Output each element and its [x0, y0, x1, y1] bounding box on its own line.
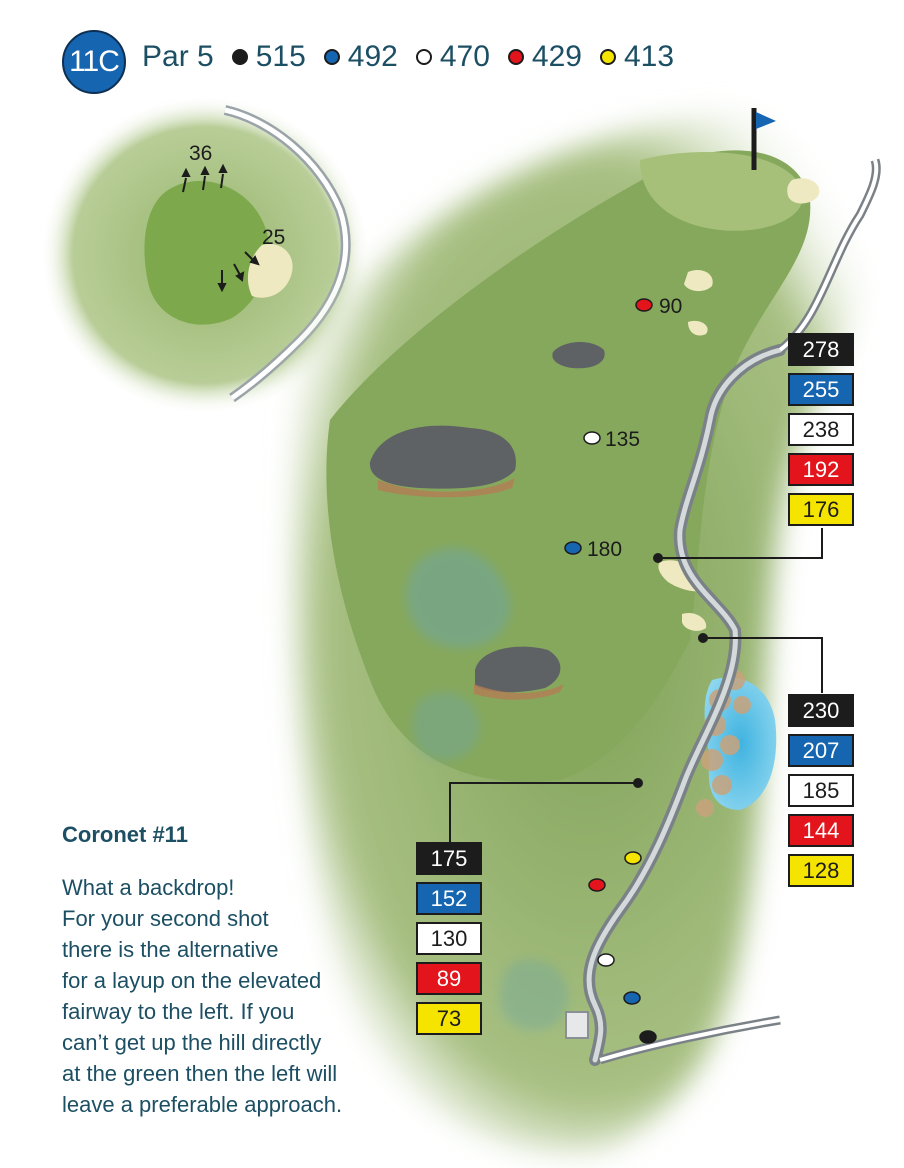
- tee-black: 515: [232, 40, 306, 74]
- marker-red-label: 90: [659, 295, 683, 318]
- marker-white-dot: [584, 432, 600, 444]
- yardage-black: 278: [788, 333, 854, 366]
- yardage-white: 130: [416, 922, 482, 955]
- marker-blue-dot: [565, 542, 581, 554]
- reference-point: [653, 553, 663, 563]
- yardage-blue: 207: [788, 734, 854, 767]
- building-icon: [566, 1012, 588, 1038]
- yardage-blue: 152: [416, 882, 482, 915]
- hole-description: What a backdrop! For your second shot there is the alternative for a layup on the elevated fairway to the left. If you can’t get up the hill directly at the green then the left will leave a preferable approach.: [62, 875, 343, 1117]
- yardage-yellow: 128: [788, 854, 854, 887]
- green-side-label: 25: [262, 226, 286, 249]
- reference-point: [698, 633, 708, 643]
- yardage-yellow: 73: [416, 1002, 482, 1035]
- yardage-white: 238: [788, 413, 854, 446]
- tee-blue: 492: [324, 40, 398, 74]
- tee-box-red: [589, 879, 605, 891]
- tee-box-yellow: [625, 852, 641, 864]
- tee-box-blue: [624, 992, 640, 1004]
- yardage-black: 175: [416, 842, 482, 875]
- tee-yellow: 413: [600, 40, 674, 74]
- yardage-red: 144: [788, 814, 854, 847]
- yardage-yellow: 176: [788, 493, 854, 526]
- yardage-red: 89: [416, 962, 482, 995]
- yardage-red: 192: [788, 453, 854, 486]
- tee-white: 470: [416, 40, 490, 74]
- marker-red-dot: [636, 299, 652, 311]
- marker-white-label: 135: [605, 428, 641, 451]
- reference-point: [633, 778, 643, 788]
- marker-blue-label: 180: [587, 538, 623, 561]
- tee-box-white: [598, 954, 614, 966]
- hole-title: Coronet #11: [62, 822, 188, 847]
- yardage-white: 185: [788, 774, 854, 807]
- tee-red: 429: [508, 40, 582, 74]
- tee-box-black: [640, 1031, 656, 1043]
- yardage-black: 230: [788, 694, 854, 727]
- yardage-blue: 255: [788, 373, 854, 406]
- par-label: Par 5: [142, 40, 214, 73]
- green-depth-label: 36: [189, 142, 213, 165]
- hole-number-badge: 11C: [62, 30, 126, 94]
